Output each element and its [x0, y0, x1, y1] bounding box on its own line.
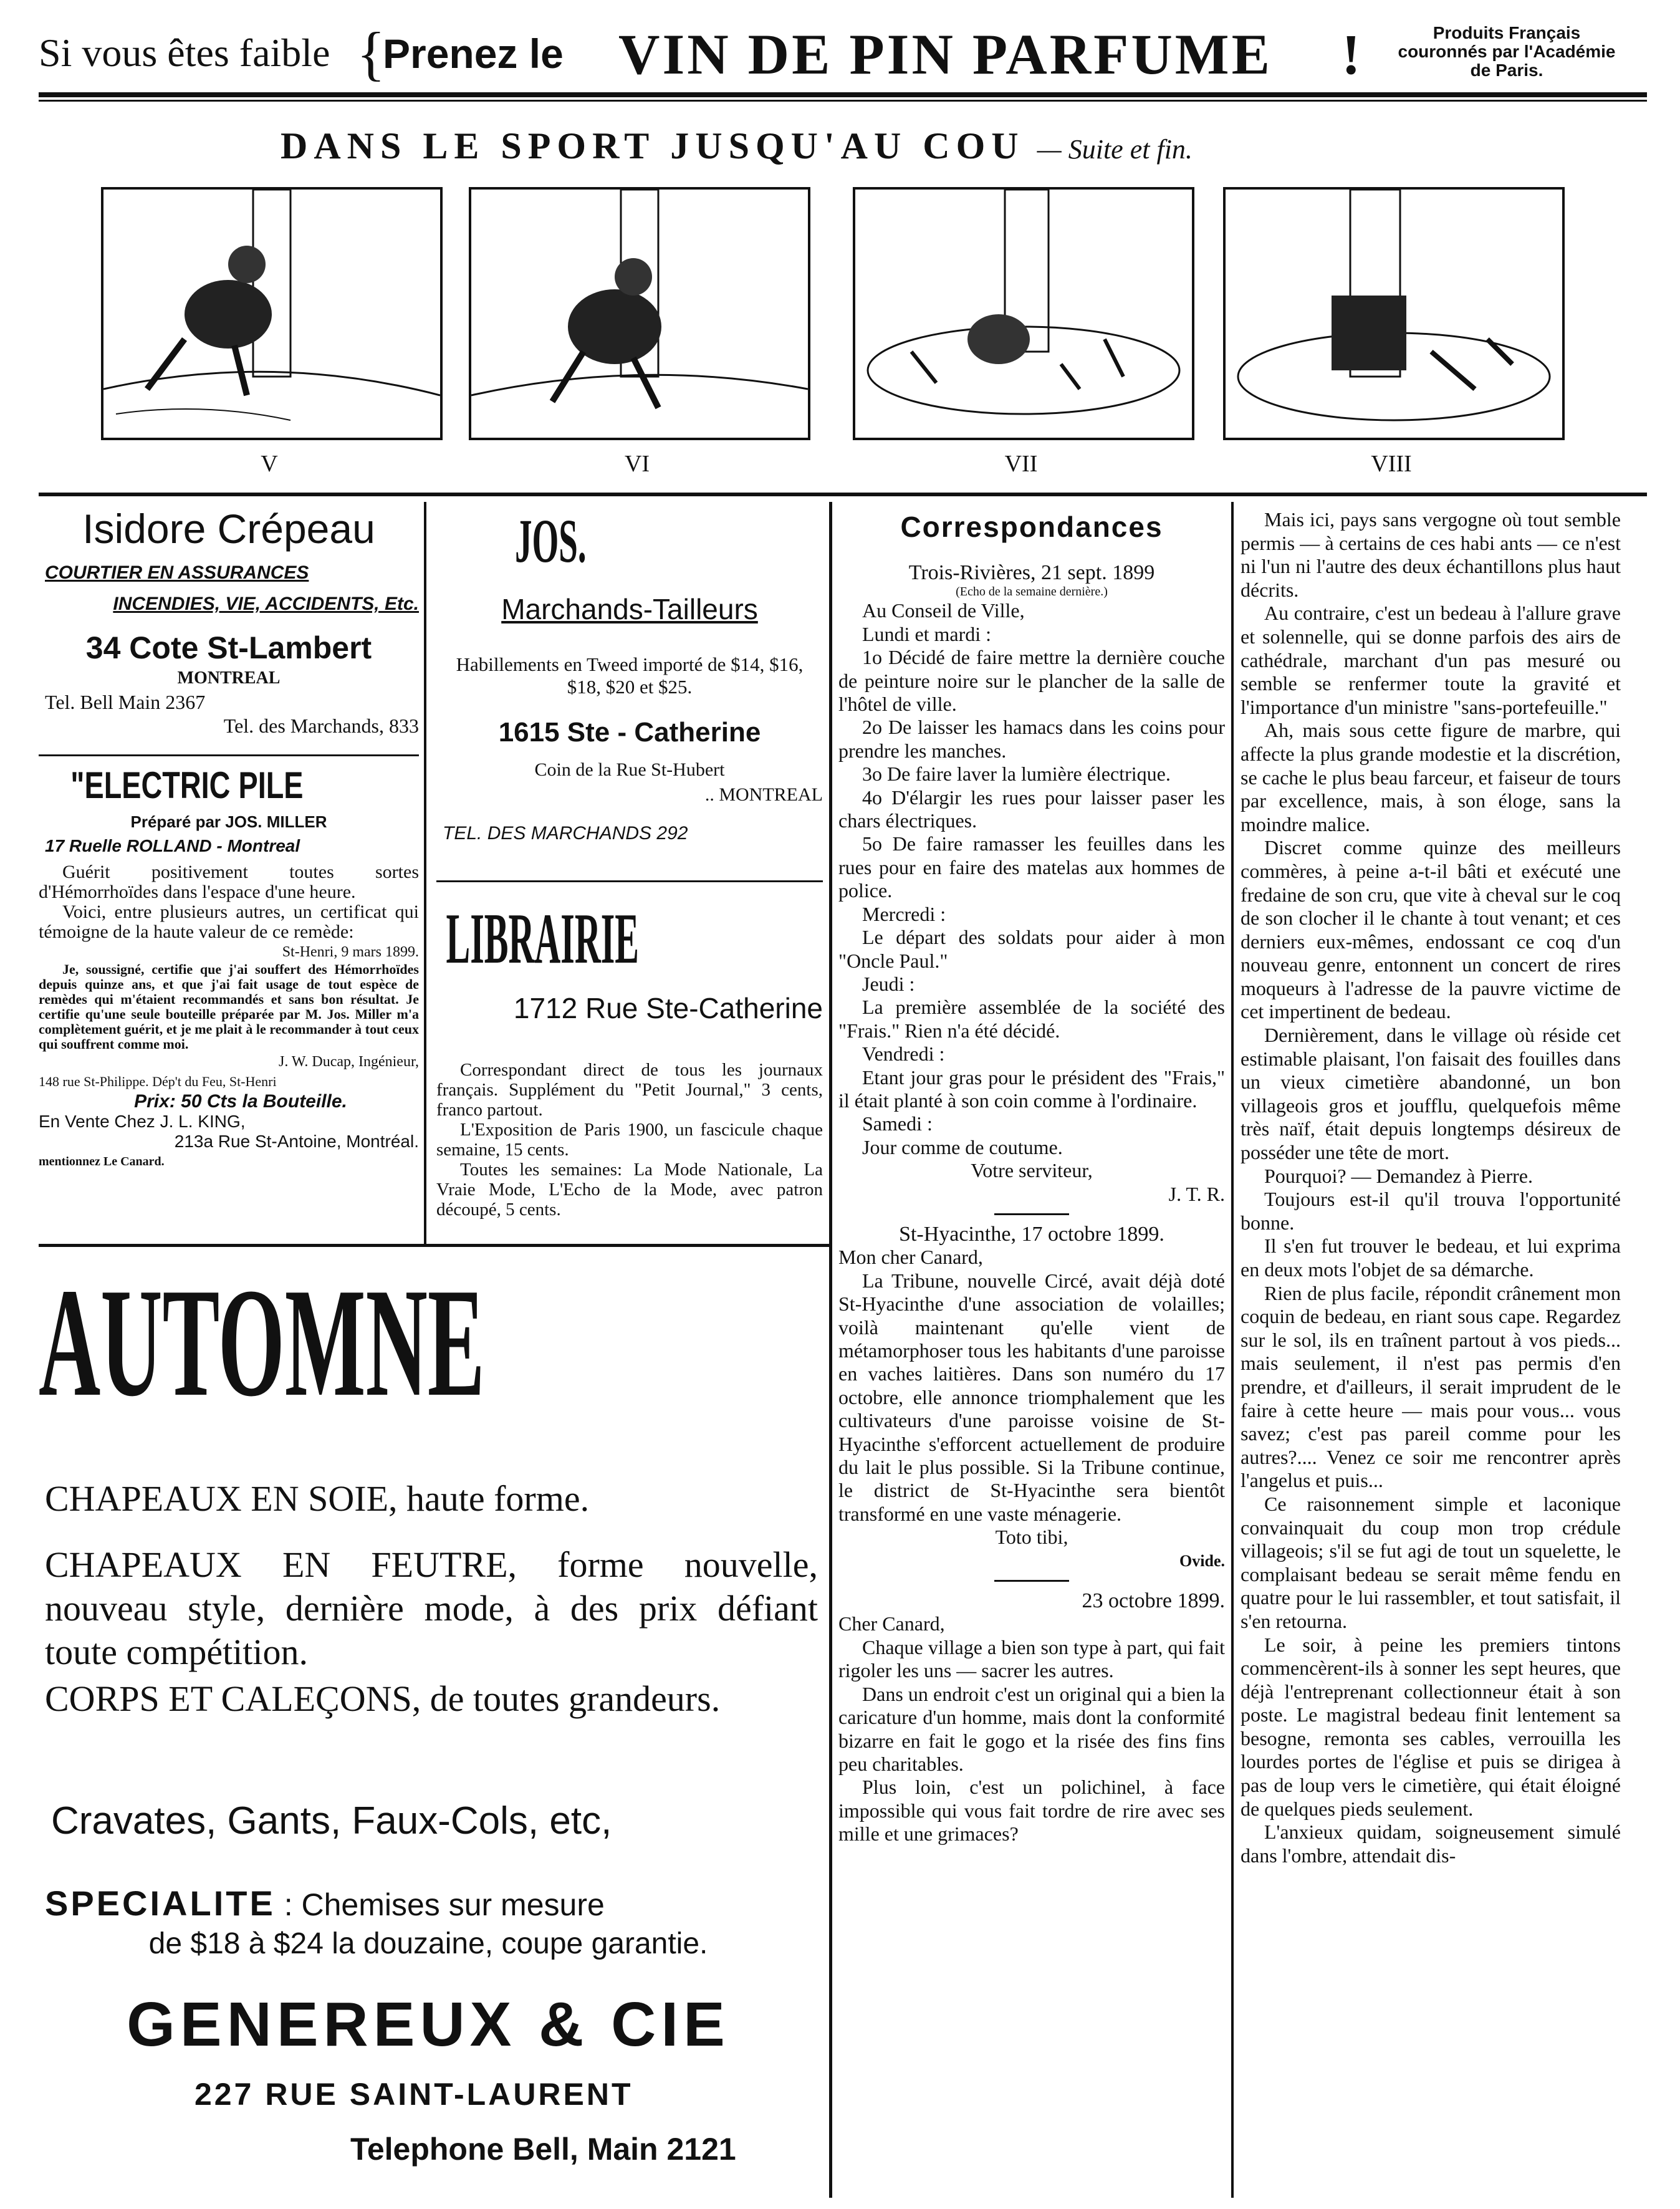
corr-item: 5o De faire ramasser les feuilles dans les rues pour en faire des matelas aux hommes de police. — [838, 832, 1225, 902]
corr-signature: J. T. R. — [1168, 1182, 1225, 1205]
ad-crepeau-line1: COURTIER EN ASSURANCES — [45, 562, 309, 583]
corr-salutation: Mon cher Canard, — [838, 1246, 983, 1269]
ad-crepeau-city: MONTREAL — [177, 668, 281, 688]
ad-automne-title-text: AUTOMNE — [39, 1256, 485, 1428]
corr-text: Etant jour gras pour le président des "Frais," il était planté à son coin comme à l'ordinaire. — [838, 1066, 1225, 1112]
story-paragraph: Dernièrement, dans le village où réside cet estimable plaisant, l'on faisait des fouilles dans un vieux cimetière abandonné, un bon villageois gros et joufflu, quelquefois même très naïf, était depuis longtemps désireux de posséder une tête de mort. — [1241, 1024, 1621, 1164]
ad-pile-price: Prix: 50 Cts la Bouteille. — [134, 1091, 347, 1112]
corr-closing: Toto tibi, — [995, 1526, 1068, 1549]
corr-item: 1o Décidé de faire mettre la dernière couche de peinture noire sur le plancher de la salle de l'hôtel de ville. — [838, 646, 1225, 716]
ad-crepeau — [39, 505, 419, 748]
ad-fauchille-name-text: LIBRAIRIE — [446, 899, 639, 979]
ad-pile-vendor: En Vente Chez J. L. KING, — [39, 1112, 246, 1131]
header-bang: ! — [1342, 22, 1361, 86]
ad-pile-paragraph: Guérit positivement toutes sortes d'Hémorrhoïdes dans l'espace d'une heure. — [39, 862, 419, 902]
ad-automne-spec-text: : Chemises sur mesure — [284, 1887, 605, 1922]
ad-lamoureux-name-text: JOS. — [515, 506, 587, 574]
story-paragraph: Pourquoi? — Demandez à Pierre. — [1264, 1164, 1533, 1187]
ad-separator — [39, 754, 419, 756]
corr-text: Vendredi : — [862, 1042, 945, 1066]
ad-fauchille — [436, 898, 823, 1238]
corr-heading: Correspondances — [900, 511, 1163, 543]
story-paragraph: Ah, mais sous cette figure de marbre, qui affecte la plus grande modestie et la discrétion, se cache le plus beau farceur, et faiseur de tours par excellence, mais, à son éloge, sans la moindre malice. — [1241, 719, 1621, 835]
story-paragraph: L'anxieux quidam, soigneusement simulé dans l'ombre, attendait dis- — [1241, 1821, 1621, 1867]
comic-panel-8 — [1223, 187, 1565, 440]
ad-lamoureux-corner: Coin de la Rue St-Hubert — [534, 759, 725, 780]
ad-lamoureux-sub: Marchands-Tailleurs — [501, 593, 758, 625]
story-paragraph: Ce raisonnement simple et laconique convainquait du coup mon trop crédule villageois; s'il se fut agi de tout un squelette, le complaisant bedeau se serait même fendu en quatre pour le lui rassembler, et tout satisfait, il s'en retourna. — [1241, 1492, 1621, 1632]
header-right-block — [1366, 24, 1647, 80]
comic-panel-label: VIII — [1371, 451, 1412, 477]
ad-pile-cure — [39, 764, 419, 1238]
header-middle-text: Prenez le — [383, 31, 564, 77]
ad-lamoureux — [436, 505, 823, 854]
ad-lamoureux-address: 1615 Ste - Catherine — [498, 717, 761, 748]
header-right-line: couronnés par l'Académie — [1398, 42, 1616, 61]
corr-text: Le départ des soldats pour aider à mon "Oncle Paul." — [838, 926, 1225, 972]
story-column — [1241, 508, 1621, 1867]
corr-date: St-Hyacinthe, 17 octobre 1899. — [899, 1222, 1164, 1246]
comic-panel-drawing — [471, 190, 808, 438]
ad-automne — [39, 1253, 824, 2201]
corr-text: Jour comme de coutume. — [862, 1135, 1063, 1158]
ad-automne-line-felt: CHAPEAUX EN FEUTRE, forme nouvelle, nouveau style, dernière mode, à des prix défiant toute compétition. — [45, 1544, 818, 1672]
comic-rule — [39, 493, 1647, 496]
ad-pile-signature: 148 rue St-Philippe. Dép't du Feu, St-Henri — [39, 1074, 277, 1089]
ad-pile-title — [39, 764, 419, 807]
ad-automne-firm: GENEREUX & CIE — [127, 1990, 730, 2059]
ad-fauchille-address: 1712 Rue Ste-Catherine — [513, 992, 823, 1024]
ad-pile-vendor-address: 213a Rue St-Antoine, Montréal. — [174, 1132, 419, 1151]
ad-pile-signature: J. W. Ducap, Ingénieur, — [279, 1054, 419, 1070]
corr-divider — [994, 1213, 1069, 1215]
corr-date: 23 octobre 1899. — [1082, 1589, 1225, 1613]
header-rule — [39, 92, 1647, 97]
ad-pile-date: St-Henri, 9 mars 1899. — [282, 944, 419, 960]
corr-item: 3o De faire laver la lumière électrique. — [862, 763, 1171, 786]
header-rule-thin — [39, 100, 1647, 102]
story-paragraph: Au contraire, c'est un bedeau à l'allure grave et solennelle, qui se donne parfois des airs de cathédrale, marchant d'un pas mesuré ou semble se renfermer toute la gravité et l'importance d'un ministre "sans-portefeuille." — [1241, 602, 1621, 718]
header-right-line: de Paris. — [1470, 60, 1543, 80]
ad-fauchille-paragraph: Toutes les semaines: La Mode Nationale, La Vraie Mode, L'Echo de la Mode, avec patron découpé, 5 cents. — [436, 1160, 823, 1220]
masthead — [39, 19, 1647, 87]
corr-signature: Ovide. — [1179, 1551, 1225, 1570]
ad-automne-spec-label: SPECIALITE — [45, 1884, 276, 1923]
ad-pile-paragraph: Voici, entre plusieurs autres, un certificat qui témoigne de la haute valeur de ce remède: — [39, 902, 419, 942]
header-product: VIN DE PIN PARFUME — [618, 22, 1273, 86]
header-brace: { — [357, 20, 386, 87]
corr-item: 4o D'élargir les rues pour laisser paser les chars électriques. — [838, 786, 1225, 832]
comic-title — [281, 125, 1465, 168]
story-paragraph: Mais ici, pays sans vergogne où tout semble permis — à certains de ces habi ants — ce n'est ni l'un ni l'autre des deux échantillons plus haut décrits. — [1241, 508, 1621, 601]
ad-automne-line-corps: CORPS ET CALEÇONS, de toutes grandeurs. — [45, 1678, 721, 1719]
comic-panel-5 — [101, 187, 443, 440]
ad-automne-address: 227 RUE SAINT-LAURENT — [194, 2077, 633, 2112]
column-rule — [1231, 502, 1234, 2198]
comic-panel-label: VII — [1004, 451, 1038, 477]
ad-lamoureux-tel: TEL. DES MARCHANDS 292 — [443, 823, 688, 844]
story-paragraph: Toujours est-il qu'il trouva l'opportunité bonne. — [1241, 1188, 1621, 1234]
corr-text: La première assemblée de la société des "Frais." Rien n'a été décidé. — [838, 996, 1225, 1042]
column-rule — [829, 502, 832, 2198]
ad-automne-spec-price: de $18 à $24 la douzaine, coupe garantie. — [148, 1927, 708, 1960]
corr-text: Jeudi : — [862, 972, 915, 995]
ad-crepeau-address: 34 Cote St-Lambert — [85, 630, 372, 665]
corr-text: Plus loin, c'est un polichinel, à face impossible qui vous fait tordre de rire avec ses mille et une grimaces? — [838, 1776, 1225, 1846]
comic-panel-label: VI — [624, 451, 650, 477]
ad-pile-title-text: "ELECTRIC PILE — [70, 764, 304, 806]
ad-lamoureux-name — [436, 505, 823, 574]
corr-text: Mercredi : — [862, 902, 946, 925]
ad-separator — [436, 880, 823, 882]
comic-panel-drawing — [103, 190, 440, 438]
ad-pile-address: 17 Ruelle ROLLAND - Montreal — [45, 836, 300, 855]
comic-panel-7 — [853, 187, 1194, 440]
ad-lamoureux-city: .. MONTREAL — [704, 784, 823, 805]
ad-automne-title — [39, 1253, 824, 1428]
story-paragraph: Rien de plus facile, répondit crânement mon coquin de bedeau, en riant sous cape. Regardez sur le sol, ils en traînent partout à vos pieds... mais seulement, il n'est pas permis d'en prendre, et d'ailleurs, il serait imprudent de le faire à cette heure — mais pour vous... vous savez; c'est pas pareil comme pour les autres?.... Venez ce soir me rencontrer après l'angelus et puis... — [1241, 1281, 1621, 1492]
corr-column — [838, 561, 1225, 1846]
comic-panel-drawing — [1226, 190, 1562, 438]
ad-separator — [39, 1244, 829, 1247]
corr-text: La Tribune, nouvelle Circé, avait déjà doté St-Hyacinthe d'une association de volailles; voilà maintenant qu'elle vient de métamorphoser tous les habitants d'une paroisse en vaches laitières. Dans son numéro du 17 octobre, elle annonce triomphalement que les cultivateurs d'une paroisse voisine de St-Hyacinthe s'efforcent actuellement de produire du lait le plus possible. Si la Tribune continue, le district de St-Hyacinthe sera bientôt transformé en une vaste ménagerie. — [838, 1269, 1225, 1525]
ad-crepeau-tel2: Tel. des Marchands, 833 — [223, 715, 419, 737]
corr-text: Samedi : — [862, 1112, 933, 1135]
story-paragraph: Il s'en fut trouver le bedeau, et lui exprima en deux mots l'objet de sa démarche. — [1241, 1234, 1621, 1281]
corr-text: Au Conseil de Ville, — [862, 599, 1025, 622]
corr-text: Lundi et mardi : — [862, 622, 992, 645]
ad-pile-testimony: Je, soussigné, certifie que j'ai souffert des Hémorrhoïdes depuis quinze ans, et que j'ai fait usage de tout espèce de remèdes qui m'étaient recommandés et sans bon résultat. Je certifie qu'une seule bouteille préparée par M. Jos. Miller m'a complètement guérit, et je me plait à le recommander à tout ceux qui souffrent comme moi. — [39, 961, 419, 1052]
comic-panel-drawing — [855, 190, 1192, 438]
comic-panel-label: V — [261, 451, 278, 477]
ad-automne-specialite — [45, 1883, 824, 1923]
ad-crepeau-line2: INCENDIES, VIE, ACCIDENTS, Etc. — [113, 594, 419, 614]
comic-subtitle: — Suite et fin. — [1037, 134, 1193, 165]
ad-pile-text — [39, 862, 419, 1172]
corr-note: (Echo de la semaine dernière.) — [956, 585, 1108, 599]
corr-text: Chaque village a bien son type à part, qui fait rigoler les uns — sacrer les autres. — [838, 1635, 1225, 1682]
story-paragraph: Discret comme quinze des meilleurs commères, à peine a-t-il bâti et exécuté une fredaine de son cru, que vite à cheval sur le coq de son clocher il le chante à tout venant; et ces derniers eux-mêmes, endossant ce coq d'un nouveau genre, entonnent un concert de rires moqueurs à l'adresse de la pauvre victime de cet impertinent de bedeau. — [1241, 836, 1621, 1023]
comic-panel-6 — [469, 187, 810, 440]
ad-crepeau-name: Isidore Crépeau — [82, 506, 375, 552]
corr-divider — [994, 1580, 1069, 1582]
ad-pile-mention: mentionnez Le Canard. — [39, 1155, 165, 1168]
corr-closing: Votre serviteur, — [971, 1159, 1093, 1182]
corr-date: Trois-Rivières, 21 sept. 1899 — [908, 561, 1155, 584]
corr-salutation: Cher Canard, — [838, 1612, 945, 1635]
ad-fauchille-text — [436, 1060, 823, 1220]
ad-automne-tel: Telephone Bell, Main 2121 — [350, 2132, 736, 2167]
corr-text: Dans un endroit c'est un original qui a bien la caricature d'un homme, mais dont la conformité bizarre en fait le gogo et la risée des fins fins peu charitables. — [838, 1682, 1225, 1775]
ad-lamoureux-text: Habillements en Tweed importé de $14, $16, $18, $20 et $25. — [456, 653, 804, 698]
comic-title-text: DANS LE SPORT JUSQU'AU COU — [281, 125, 1025, 166]
ad-fauchille-name — [436, 898, 823, 979]
header-right-line: Produits Français — [1433, 23, 1581, 42]
story-paragraph: Le soir, à peine les premiers tintons commencèrent-ils à sonner les sept heures, que déjà l'entreprenant collectionneur était à son poste. Le magistral bedeau finit lentement sa besogne, remonta ses cables, verrouilla les lourdes portes de l'église et puis se dirigea à pas de loup vers le cimetière, qui était éloigné de quelques pieds seulement. — [1241, 1633, 1621, 1820]
header-left-text: Si vous êtes faible — [39, 31, 330, 75]
ad-automne-line-silk: CHAPEAUX EN SOIE, haute forme. — [45, 1478, 590, 1519]
ad-automne-line-cravates: Cravates, Gants, Faux-Cols, etc, — [51, 1799, 612, 1842]
ad-fauchille-paragraph: Correspondant direct de tous les journaux français. Supplément du "Petit Journal," 3 cents, franco partout. — [436, 1060, 823, 1120]
ad-crepeau-tel1: Tel. Bell Main 2367 — [45, 691, 206, 713]
corr-item: 2o De laisser les hamacs dans les coins pour prendre les manches. — [838, 716, 1225, 762]
ad-pile-by: Préparé par JOS. MILLER — [130, 812, 327, 831]
ad-fauchille-paragraph: L'Exposition de Paris 1900, un fascicule chaque semaine, 15 cents. — [436, 1120, 823, 1160]
column-rule — [424, 502, 426, 1244]
